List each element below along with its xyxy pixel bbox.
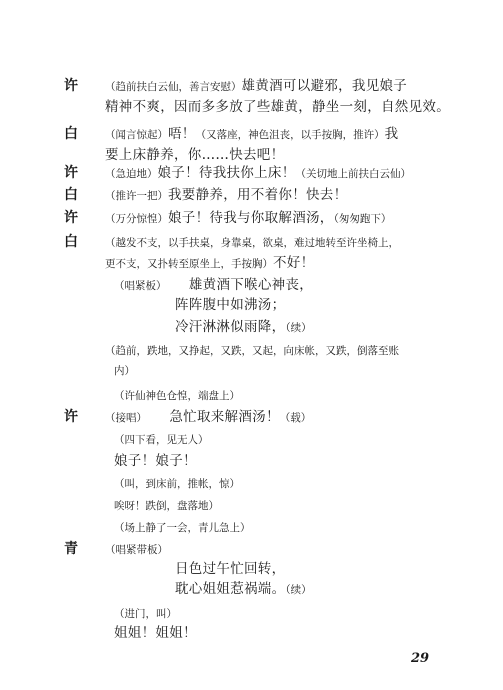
dialogue-text: 我要静养，用不着你！快去！: [168, 187, 348, 203]
script-line: [114, 361, 135, 380]
dialogue-text: 我: [384, 126, 399, 142]
script-line: [105, 125, 398, 144]
stage-direction: （趋前，跌地，又挣起，又跌，又起，向床帐，又跌，倒落至账: [105, 345, 399, 357]
script-line: [105, 408, 311, 427]
speaker-name: 许: [64, 409, 78, 425]
stage-direction: （场上静了一会，青儿急上）: [114, 522, 251, 534]
dialogue-text: 冷汗淋淋似雨降，: [175, 319, 286, 335]
stage-direction: （推许一把）: [105, 190, 168, 202]
script-line: [114, 518, 251, 537]
dialogue-text: 日色过午忙回转，: [175, 561, 286, 577]
script-line: [114, 496, 219, 515]
dialogue-text: 娘子！待我与你取解酒汤，: [168, 210, 334, 226]
dialogue-text: 精神不爽，因而多多放了些雄黄，静坐一刻，自然见效。: [105, 99, 450, 115]
script-line: [114, 474, 240, 493]
speaker-name: 白: [64, 126, 78, 142]
dialogue-text: 耽心姐姐惹祸端。: [175, 581, 286, 597]
speaker-name: 白: [64, 187, 78, 203]
stage-direction: （唱紧带板）: [105, 544, 168, 556]
stage-direction: （趋前扶白云仙，善言安慰）: [105, 81, 242, 93]
stage-direction: （叫，到床前，推帐，惊）: [114, 478, 240, 490]
stage-direction: （越发不支，以手扶桌，身靠桌，欲桌，难过地转至许坐椅上，: [105, 237, 399, 249]
script-line: [114, 452, 197, 470]
stage-direction: （续）: [285, 584, 312, 596]
stage-direction: 内）: [114, 365, 135, 377]
script-line: [114, 604, 177, 623]
stage-direction: 唉呀！跌倒，盘落地）: [114, 500, 219, 512]
dialogue-text: 姐姐！姐姐！: [114, 625, 197, 641]
dialogue-text: 阵阵腹中如沸汤；: [175, 297, 286, 313]
speaker-name: 许: [64, 78, 78, 94]
dialogue-text: 唔！: [168, 126, 196, 142]
script-line: [105, 186, 347, 205]
stage-direction: （续）: [285, 322, 312, 334]
script-line: [105, 341, 399, 360]
stage-direction: （急迫地）: [105, 168, 158, 180]
stage-direction: （关切地上前扶白云仙）: [295, 168, 411, 180]
script-line: [114, 430, 209, 449]
dialogue-text: 雄黄酒可以避邪，我见娘子: [241, 78, 408, 94]
stage-direction: （四下看，见无人）: [114, 434, 209, 446]
script-line: [105, 540, 168, 559]
script-line: [105, 254, 314, 273]
script-line: [105, 233, 399, 252]
script-line: [175, 580, 312, 599]
speaker-name: 许: [64, 165, 78, 181]
dialogue-text: 雄黄酒下喉心神丧，: [161, 277, 314, 293]
stage-direction: （接唱）: [105, 412, 142, 424]
dialogue-text: 娘子！娘子！: [114, 453, 197, 469]
script-line: [105, 77, 407, 96]
dialogue-text: 娘子！待我扶你上床！: [157, 165, 296, 181]
dialogue-text: 不好！: [273, 255, 315, 271]
script-line: [175, 296, 285, 314]
stage-direction: （载）: [279, 412, 312, 424]
speaker-name: 许: [64, 210, 78, 226]
script-line: [105, 209, 391, 228]
stage-direction: （又落座，神色沮丧，以手按胸，推许）: [195, 129, 385, 141]
dialogue-text: 急忙取来解酒汤！: [141, 409, 280, 425]
speaker-name: 青: [64, 541, 78, 557]
script-line: [105, 146, 284, 164]
stage-direction: （闻言惊起）: [105, 129, 168, 141]
script-line: [114, 386, 240, 405]
script-line: [105, 164, 411, 183]
script-line: [175, 318, 312, 337]
speaker-name: 白: [64, 234, 78, 250]
script-line: [105, 98, 450, 116]
stage-direction: （匆匆跑下）: [333, 213, 392, 225]
dialogue-text: 要上床静养，你……快去吧！: [105, 147, 285, 163]
script-line: [114, 276, 313, 295]
stage-direction: （进门，叫）: [114, 608, 177, 620]
script-line: [175, 560, 285, 578]
page-number: 29: [411, 651, 430, 666]
stage-direction: 更不支，又扑转至原坐上，手按胸）: [105, 258, 273, 270]
script-line: [114, 624, 197, 642]
stage-direction: （唱紧板）: [114, 280, 162, 292]
stage-direction: （万分惊惶）: [105, 213, 168, 225]
stage-direction: （许仙神色仓惶，端盘上）: [114, 390, 240, 402]
